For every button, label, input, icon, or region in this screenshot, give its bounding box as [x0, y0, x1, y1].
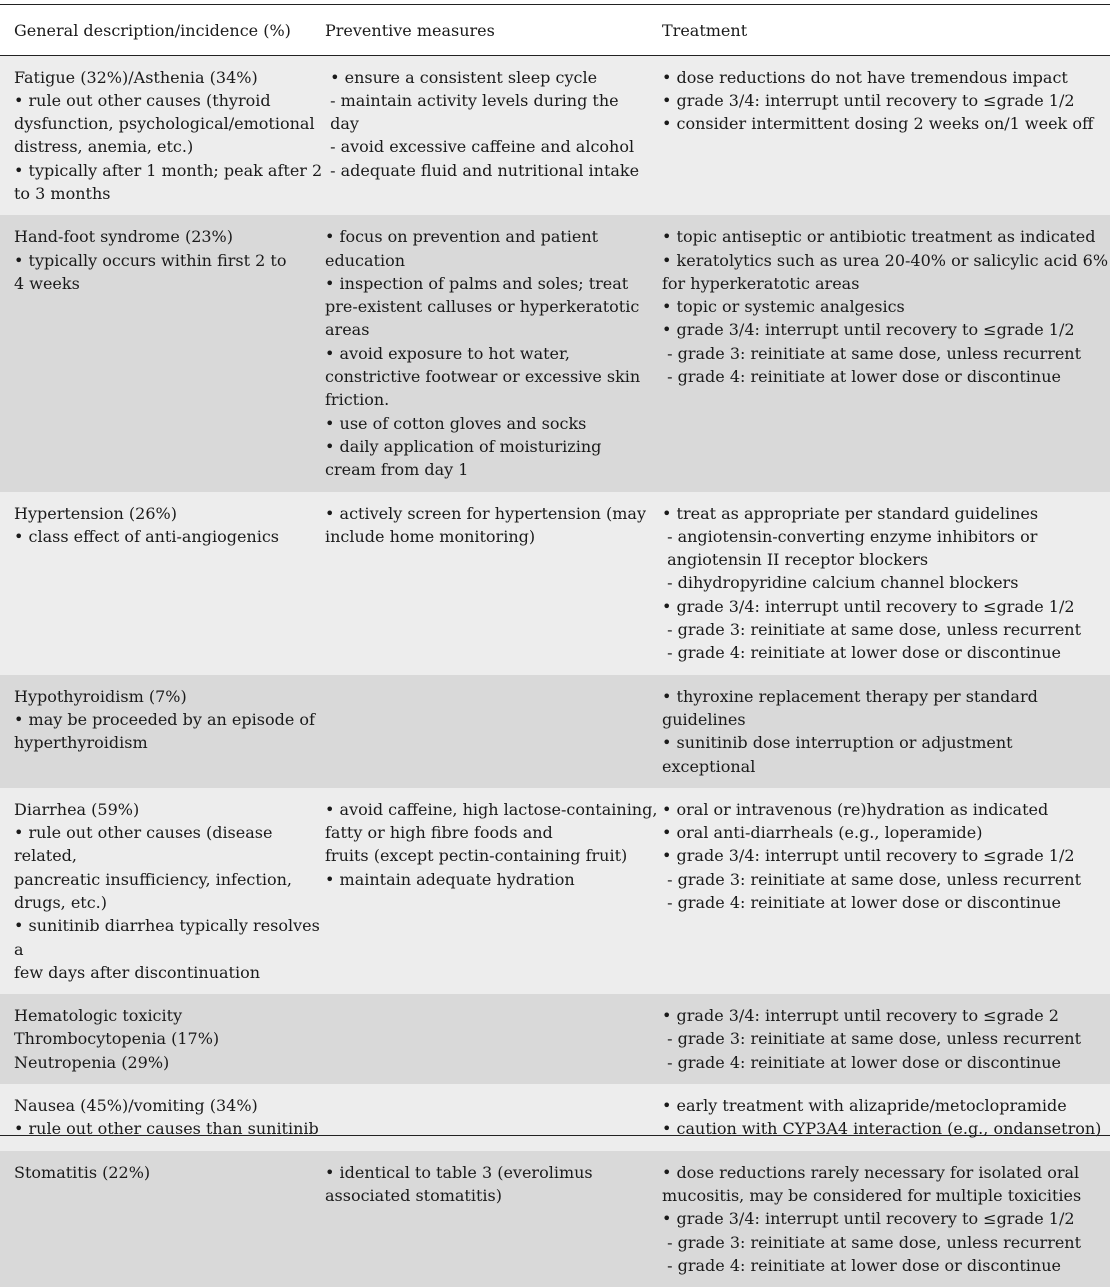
table-row — [0, 994, 1110, 1084]
description-line: Hand-foot syndrome (23%) — [14, 227, 233, 247]
description-line: • sunitinib diarrhea typically resolves a — [14, 916, 325, 959]
prevention-line: day — [325, 114, 359, 134]
description-line: pancreatic insufficiency, infection, — [14, 869, 292, 889]
treatment-line: • topic or systemic analgesics — [662, 297, 905, 317]
prevention-line: fruits (except pectin-containing fruit) — [325, 846, 628, 866]
treatment-line: mucositis, may be considered for multiple toxicities — [662, 1185, 1082, 1205]
prevention-line: areas — [325, 320, 370, 340]
description-cell — [0, 492, 325, 675]
description-line: Stomatitis (22%) — [14, 1162, 151, 1182]
prevention-cell — [325, 1151, 662, 1287]
treatment-line: • grade 3/4: interrupt until recovery to ≤grade 1/2 — [662, 90, 1075, 110]
table-row — [0, 788, 1110, 994]
toxicity-management-table — [0, 5, 1110, 1287]
prevention-line: • daily application of moisturizing — [325, 436, 602, 456]
prevention-line: • avoid exposure to hot water, — [325, 343, 570, 363]
table-row — [0, 1151, 1110, 1287]
prevention-line: • focus on prevention and patient — [325, 227, 599, 247]
treatment-cell — [662, 1084, 1110, 1151]
header-description: General description/incidence (%) — [0, 5, 325, 55]
description-line: Nausea (45%)/vomiting (34%) — [14, 1096, 258, 1116]
treatment-line: • dose reductions do not have tremendous impact — [662, 67, 1068, 87]
treatment-line: • treat as appropriate per standard guidelines — [662, 503, 1039, 523]
treatment-line: - grade 3: reinitiate at same dose, unless recurrent — [662, 343, 1082, 363]
description-cell — [0, 994, 325, 1084]
prevention-cell — [325, 994, 662, 1084]
description-cell — [0, 215, 325, 491]
treatment-line: • grade 3/4: interrupt until recovery to ≤grade 1/2 — [662, 1209, 1075, 1229]
table-row — [0, 675, 1110, 788]
description-line: • class effect of anti-angiogenics — [14, 526, 280, 546]
description-line: Diarrhea (59%) — [14, 799, 140, 819]
treatment-cell — [662, 994, 1110, 1084]
description-line: dysfunction, psychological/emotional — [14, 114, 315, 134]
treatment-line: • dose reductions rarely necessary for isolated oral — [662, 1162, 1080, 1182]
treatment-line: angiotensin II receptor blockers — [662, 550, 929, 570]
prevention-line: pre-existent calluses or hyperkeratotic — [325, 297, 640, 317]
treatment-cell — [662, 1151, 1110, 1287]
table-row — [0, 492, 1110, 675]
description-line: to 3 months — [14, 183, 111, 203]
prevention-cell — [325, 215, 662, 491]
table-header-row — [0, 5, 1110, 55]
treatment-line: - grade 3: reinitiate at same dose, unless recurrent — [662, 1232, 1082, 1252]
prevention-line: include home monitoring) — [325, 526, 536, 546]
description-line: • typically after 1 month; peak after 2 — [14, 160, 323, 180]
treatment-line: - grade 3: reinitiate at same dose, unless recurrent — [662, 620, 1082, 640]
treatment-line: • caution with CYP3A4 interaction (e.g., ondansetron) — [662, 1119, 1102, 1139]
treatment-cell — [662, 675, 1110, 788]
prevention-cell — [325, 788, 662, 994]
prevention-cell — [325, 1084, 662, 1151]
treatment-line: - grade 4: reinitiate at lower dose or discontinue — [662, 367, 1061, 387]
description-cell — [0, 55, 325, 215]
prevention-line: education — [325, 250, 405, 270]
description-line: Thrombocytopenia (17%) — [14, 1029, 220, 1049]
treatment-line: - grade 4: reinitiate at lower dose or discontinue — [662, 1052, 1061, 1072]
table-row — [0, 215, 1110, 491]
description-line: • rule out other causes (thyroid — [14, 90, 271, 110]
description-line: hyperthyroidism — [14, 733, 148, 753]
treatment-line: • topic antiseptic or antibiotic treatment as indicated — [662, 227, 1096, 247]
description-line: • typically occurs within first 2 to — [14, 250, 287, 270]
description-line: Hypertension (26%) — [14, 503, 177, 523]
prevention-line: • maintain adequate hydration — [325, 869, 575, 889]
treatment-line: • grade 3/4: interrupt until recovery to ≤grade 1/2 — [662, 846, 1075, 866]
treatment-line: - angiotensin-converting enzyme inhibitors or — [662, 526, 1038, 546]
prevention-line: - avoid excessive caffeine and alcohol — [325, 137, 635, 157]
treatment-line: • grade 3/4: interrupt until recovery to ≤grade 1/2 — [662, 596, 1075, 616]
description-line: 4 weeks — [14, 273, 80, 293]
treatment-line: • early treatment with alizapride/metoclopramide — [662, 1096, 1067, 1116]
table-body — [0, 55, 1110, 1287]
prevention-line: fatty or high fibre foods and — [325, 823, 553, 843]
description-line: • rule out other causes than sunitinib — [14, 1119, 319, 1139]
prevention-cell — [325, 492, 662, 675]
treatment-line: for hyperkeratotic areas — [662, 273, 860, 293]
treatment-line: - grade 3: reinitiate at same dose, unless recurrent — [662, 869, 1082, 889]
prevention-line: • inspection of palms and soles; treat — [325, 273, 629, 293]
treatment-line: • oral or intravenous (re)hydration as indicated — [662, 799, 1049, 819]
treatment-line: • sunitinib dose interruption or adjustment exceptional — [662, 733, 1018, 776]
prevention-line: • actively screen for hypertension (may — [325, 503, 647, 523]
table-bottom-rule — [0, 1135, 1110, 1136]
header-treatment: Treatment — [662, 5, 1110, 55]
prevention-line: • use of cotton gloves and socks — [325, 413, 587, 433]
description-cell — [0, 1084, 325, 1151]
description-cell — [0, 675, 325, 788]
table-row — [0, 1084, 1110, 1151]
description-line: Hematologic toxicity — [14, 1006, 183, 1026]
treatment-cell — [662, 492, 1110, 675]
prevention-cell — [325, 675, 662, 788]
header-prevention: Preventive measures — [325, 5, 662, 55]
treatment-line: • grade 3/4: interrupt until recovery to ≤grade 1/2 — [662, 320, 1075, 340]
prevention-cell — [325, 55, 662, 215]
description-line: • may be proceeded by an episode of — [14, 709, 315, 729]
prevention-line: cream from day 1 — [325, 460, 469, 480]
prevention-line: friction. — [325, 390, 390, 410]
prevention-line: associated stomatitis) — [325, 1185, 502, 1205]
description-line: distress, anemia, etc.) — [14, 137, 194, 157]
description-line: Fatigue (32%)/Asthenia (34%) — [14, 67, 258, 87]
treatment-line: • oral anti-diarrheals (e.g., loperamide) — [662, 823, 983, 843]
treatment-line: - dihydropyridine calcium channel blockers — [662, 573, 1019, 593]
description-cell — [0, 1151, 325, 1287]
treatment-cell — [662, 55, 1110, 215]
treatment-line: - grade 4: reinitiate at lower dose or discontinue — [662, 893, 1061, 912]
description-line: Hypothyroidism (7%) — [14, 686, 187, 706]
prevention-line: - maintain activity levels during the — [325, 90, 619, 110]
treatment-line: - grade 4: reinitiate at lower dose or discontinue — [662, 643, 1061, 663]
prevention-line: constrictive footwear or excessive skin — [325, 367, 641, 387]
description-line: drugs, etc.) — [14, 893, 108, 912]
treatment-line: • grade 3/4: interrupt until recovery to ≤grade 2 — [662, 1006, 1059, 1026]
treatment-line: • thyroxine replacement therapy per standard guidelines — [662, 686, 1043, 729]
description-line: few days after discontinuation — [14, 962, 261, 982]
prevention-line: • avoid caffeine, high lactose-containing, — [325, 799, 658, 819]
table-row — [0, 55, 1110, 215]
description-cell — [0, 788, 325, 994]
treatment-cell — [662, 788, 1110, 994]
prevention-line: • identical to table 3 (everolimus — [325, 1162, 593, 1182]
description-line: • rule out other causes (disease related, — [14, 823, 278, 866]
treatment-line: - grade 4: reinitiate at lower dose or discontinue — [662, 1255, 1061, 1275]
treatment-line: • keratolytics such as urea 20-40% or salicylic acid 6% — [662, 250, 1109, 270]
treatment-line: • consider intermittent dosing 2 weeks on/1 week off — [662, 114, 1094, 134]
description-line: Neutropenia (29%) — [14, 1052, 170, 1072]
prevention-line: - adequate fluid and nutritional intake — [325, 160, 640, 180]
treatment-line: - grade 3: reinitiate at same dose, unless recurrent — [662, 1029, 1082, 1049]
prevention-line: • ensure a consistent sleep cycle — [325, 67, 598, 87]
treatment-cell — [662, 215, 1110, 491]
